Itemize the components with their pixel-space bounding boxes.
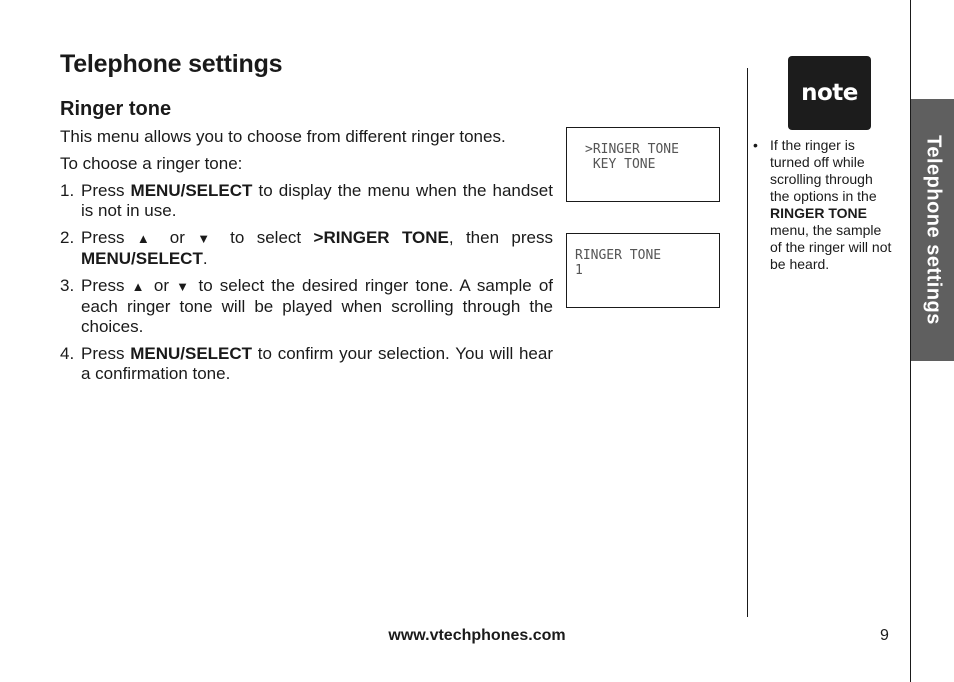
page-title: Telephone settings — [60, 50, 283, 78]
step-text: or — [157, 228, 198, 247]
column-divider — [747, 68, 748, 617]
down-arrow-icon: ▼ — [176, 279, 192, 294]
key-name: MENU/SELECT — [81, 249, 203, 268]
step-number: 2. — [60, 228, 75, 247]
screen-line-2: 1 — [575, 263, 583, 278]
step-text: , then press — [448, 228, 553, 247]
steps-list — [60, 181, 553, 384]
step-text: Press — [81, 344, 131, 363]
page-number: 9 — [880, 627, 889, 644]
key-name: MENU/SELECT — [130, 181, 253, 200]
up-arrow-icon: ▲ — [136, 231, 158, 246]
menu-name: RINGER TONE — [770, 205, 867, 221]
step-4 — [60, 344, 553, 384]
up-arrow-icon: ▲ — [131, 279, 147, 294]
note-item — [753, 137, 895, 273]
step-text: Press — [81, 276, 132, 295]
note-text: If the ringer is turned off while scrolling through the options in the — [770, 137, 877, 204]
note-icon: note — [788, 56, 871, 130]
note-text: menu, the sample of the ringer will not be heard. — [770, 222, 892, 272]
screen-line-1: >RINGER TONE — [585, 142, 679, 157]
footer-url: www.vtechphones.com — [388, 627, 566, 644]
step-number: 3. — [60, 276, 75, 295]
screen-line-2: KEY TONE — [585, 157, 656, 172]
step-text: Press — [81, 228, 137, 247]
handset-screen-menu — [566, 127, 720, 202]
key-name: MENU/SELECT — [130, 344, 253, 363]
note-list — [753, 137, 895, 273]
bullet-icon: • — [753, 137, 758, 153]
intro-text: This menu allows you to choose from different ringer tones. — [60, 127, 506, 146]
step-1 — [60, 181, 553, 221]
screen-line-1: RINGER TONE — [575, 248, 662, 263]
step-number: 1. — [60, 181, 75, 200]
instructions — [60, 127, 553, 391]
menu-name: >RINGER TONE — [313, 228, 449, 247]
down-arrow-icon: ▼ — [197, 231, 218, 246]
step-text: Press — [81, 181, 131, 200]
chapter-tab-label: Telephone settings — [922, 135, 944, 325]
section-title: Ringer tone — [60, 98, 172, 120]
step-text: to confirm your selection. You will hear a confirmation tone. — [81, 344, 554, 383]
step-text: or — [146, 276, 177, 295]
step-text: . — [202, 249, 208, 268]
handset-screen-ringer — [566, 233, 720, 308]
step-text: to select the desired ringer tone. A sample of each ringer tone will be played when scrolling through the choices. — [81, 276, 553, 336]
chapter-tab — [911, 99, 954, 361]
step-text: to select — [217, 228, 314, 247]
step-2 — [60, 228, 553, 269]
step-text: to display the menu when the handset is not in use. — [81, 181, 553, 220]
step-3 — [60, 276, 553, 337]
lead-text: To choose a ringer tone: — [60, 154, 243, 173]
step-number: 4. — [60, 344, 75, 363]
